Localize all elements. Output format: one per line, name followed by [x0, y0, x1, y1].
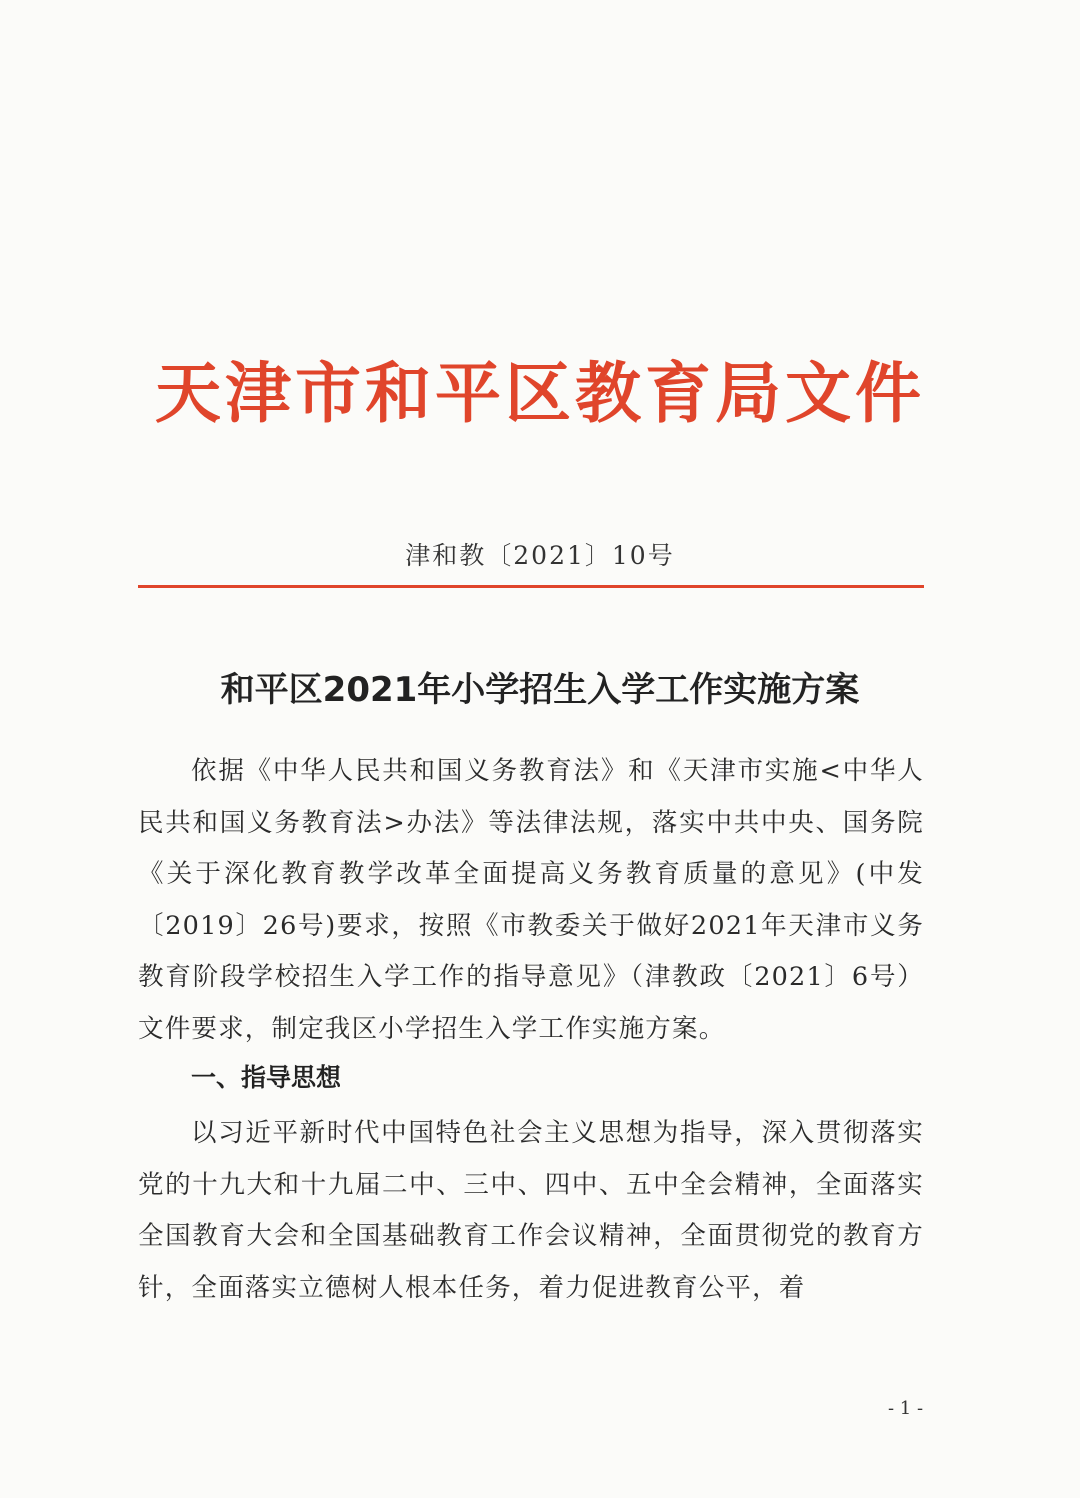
intro-paragraph: 依据《中华人民共和国义务教育法》和《天津市实施<中华人民共和国义务教育法>办法》等法律法规，落实中共中央、国务院《关于深化教育教学改革全面提高义务教育质量的意见》(中发〔2019〕26号)要求，按照《市教委关于做好2021年天津市义务教育阶段学校招生入学工作的指导意见》（津教政〔2021〕6号）文件要求，制定我区小学招生入学工作实施方案。 [138, 756, 924, 1044]
document-number: 津和教〔2021〕10号 [405, 541, 675, 570]
section-heading-guiding-ideology: 一、指导思想 [191, 1063, 342, 1092]
red-divider-line [138, 585, 924, 588]
page-number: - 1 - [888, 1398, 924, 1419]
section-1-paragraph: 以习近平新时代中国特色社会主义思想为指导，深入贯彻落实党的十九大和十九届二中、三中、四中、五中全会精神，全面落实全国教育大会和全国基础教育工作会议精神，全面贯彻党的教育方针，全面落实立德树人根本任务，着力促进教育公平，着 [138, 1118, 924, 1303]
issuer-title: 天津市和平区教育局文件 [155, 355, 925, 432]
document-title: 和平区2021年小学招生入学工作实施方案 [220, 670, 860, 710]
